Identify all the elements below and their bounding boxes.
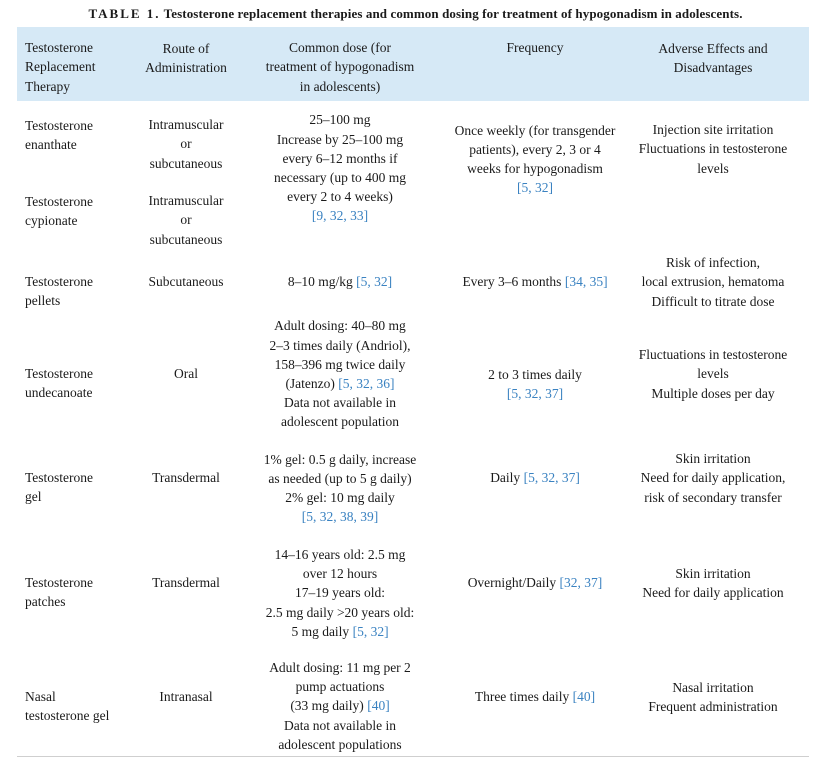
cell-adverse-shared	[615, 120, 811, 178]
cell-route	[131, 272, 241, 291]
text-segment: [	[517, 180, 522, 196]
text-segment: [	[572, 689, 578, 705]
header-dose	[245, 38, 435, 96]
header-dose-line: in adolescents)	[299, 78, 381, 94]
header-adverse-line: Adverse Effects and	[658, 40, 768, 56]
text-segment: 25–100 mg	[309, 112, 371, 128]
cell-dose	[245, 272, 435, 291]
reference-link[interactable]: 34	[569, 274, 583, 290]
text-segment: [	[356, 274, 361, 290]
reference-link[interactable]: 5	[342, 376, 350, 391]
cell-therapy	[25, 573, 135, 611]
reference-link[interactable]: 40	[371, 698, 386, 714]
text-segment: (33 mg daily)	[290, 698, 368, 714]
cell-therapy	[25, 192, 135, 230]
cell-adverse-line: local extrusion, hematoma	[641, 274, 785, 290]
reference-link[interactable]: 40	[577, 689, 591, 705]
cell-adverse-line: Risk of infection,	[665, 255, 761, 271]
cell-frequency-line	[437, 468, 633, 487]
cell-therapy-line: Testosterone	[25, 117, 94, 133]
cell-therapy-line: cypionate	[25, 213, 78, 228]
text-segment: Increase by 25–100 mg	[276, 131, 404, 147]
text-segment: patients), every 2, 3 or 4	[469, 141, 601, 157]
text-segment: Daily	[490, 470, 524, 486]
cell-route	[131, 115, 241, 173]
cell-adverse-line: Nasal irritation	[672, 679, 754, 695]
text-segment: ,	[538, 386, 546, 401]
cell-frequency	[437, 573, 633, 592]
text-segment: ]	[575, 470, 580, 486]
text-segment: 5 mg daily	[291, 623, 353, 639]
reference-link[interactable]: 37	[561, 470, 576, 486]
cell-dose-line	[245, 374, 435, 393]
table-bottom-rule	[17, 756, 809, 757]
text-segment: ]	[385, 698, 390, 714]
text-segment: ,	[555, 470, 562, 486]
cell-adverse	[615, 345, 811, 403]
text-segment: every 6–12 months if	[282, 150, 398, 166]
text-segment: ,	[333, 509, 340, 525]
cell-frequency-shared-line	[437, 159, 633, 178]
cell-dose-shared	[245, 110, 435, 225]
cell-dose-line	[245, 658, 435, 677]
cell-frequency	[437, 468, 633, 487]
text-segment: over 12 hours	[302, 566, 378, 582]
cell-adverse	[615, 449, 811, 507]
text-segment: [	[523, 470, 529, 486]
text-segment: ,	[313, 509, 320, 525]
cell-frequency	[437, 272, 633, 291]
reference-link[interactable]: 39	[360, 509, 374, 525]
text-segment: ,	[582, 274, 590, 290]
cell-route-line: Intramuscular	[148, 193, 224, 209]
reference-link[interactable]: 5	[511, 386, 519, 401]
reference-link[interactable]: 35	[589, 274, 604, 290]
text-segment: ,	[349, 376, 357, 391]
reference-link[interactable]: 38	[340, 509, 354, 525]
reference-link[interactable]: 32	[370, 623, 385, 639]
cell-adverse-line: Need for daily application,	[640, 470, 786, 486]
cell-dose-line	[245, 450, 435, 469]
text-segment: [	[564, 274, 570, 290]
cell-dose-shared-line	[245, 168, 435, 187]
cell-adverse-line: Frequent administration	[648, 699, 778, 714]
cell-therapy-line: Testosterone	[25, 574, 94, 590]
text-segment: ,	[577, 575, 585, 591]
text-segment: ,	[367, 274, 375, 290]
text-segment: Adult dosing: 40–80 mg	[274, 318, 406, 334]
text-segment: 1% gel: 0.5 g daily, increase	[263, 451, 417, 467]
header-therapy-line: Testosterone	[25, 40, 94, 56]
cell-therapy-line: testosterone gel	[25, 708, 110, 723]
header-frequency	[437, 38, 633, 57]
cell-dose-line	[245, 677, 435, 696]
text-segment: 17–19 years old:	[295, 585, 385, 601]
cell-adverse-line: Skin irritation	[675, 565, 751, 581]
text-segment: 2–3 times daily (Andriol),	[269, 337, 411, 353]
cell-dose-line	[245, 316, 435, 335]
text-segment: 158–396 mg twice daily	[274, 356, 406, 372]
cell-adverse-line: Multiple doses per day	[651, 385, 775, 401]
cell-dose-line	[245, 735, 435, 754]
text-segment: [	[559, 575, 565, 591]
text-segment: ]	[387, 274, 393, 290]
cell-frequency-line	[437, 365, 633, 384]
table-label: TABLE 1.	[88, 6, 161, 21]
reference-link[interactable]: 5	[528, 470, 535, 486]
reference-link[interactable]: 5	[360, 274, 368, 290]
cell-adverse	[615, 678, 811, 716]
text-segment: Data not available in	[283, 717, 397, 733]
header-frequency-line: Frequency	[506, 40, 564, 56]
text-segment: Three times daily	[474, 689, 573, 705]
cell-dose-line	[245, 583, 435, 602]
text-segment: ]	[558, 386, 564, 401]
text-segment: Once weekly (for transgender	[454, 122, 616, 138]
cell-dose-line	[245, 696, 435, 715]
cell-adverse-line: Need for daily application	[642, 585, 784, 600]
text-segment: ,	[363, 623, 371, 639]
cell-frequency-shared-line	[437, 140, 633, 159]
cell-route	[131, 687, 241, 706]
cell-dose-line	[245, 603, 435, 622]
text-segment: 2 to 3 times daily	[488, 366, 582, 382]
cell-dose	[245, 658, 435, 754]
text-segment: [	[301, 509, 307, 525]
cell-adverse-line: Difficult to titrate dose	[651, 293, 775, 309]
header-therapy-line: Therapy	[25, 78, 70, 94]
cell-adverse-line: levels	[697, 366, 729, 382]
header-route-line: Administration	[145, 60, 227, 75]
header-therapy-line: Replacement	[25, 59, 96, 75]
reference-link[interactable]: 9	[316, 208, 324, 224]
reference-link[interactable]: 36	[376, 376, 391, 391]
cell-dose-line	[245, 716, 435, 735]
cell-route-line: Oral	[174, 366, 198, 382]
cell-therapy	[25, 272, 135, 310]
cell-route	[131, 573, 241, 592]
reference-link[interactable]: 33	[350, 208, 364, 224]
cell-frequency	[437, 365, 633, 403]
reference-link[interactable]: 37	[545, 386, 559, 401]
text-segment: ]	[363, 208, 369, 224]
cell-route	[131, 191, 241, 249]
cell-route-line: Intramuscular	[148, 117, 224, 133]
reference-link[interactable]: 32	[356, 376, 370, 391]
header-adverse	[615, 39, 811, 77]
cell-therapy-line: Nasal	[25, 688, 56, 704]
cell-dose-shared-line	[245, 130, 435, 149]
cell-therapy-line: enanthate	[25, 137, 77, 152]
text-segment: ]	[548, 180, 553, 196]
text-segment: ]	[373, 509, 379, 525]
cell-adverse-shared-line: Fluctuations in testosterone	[638, 141, 788, 157]
cell-route-line: subcutaneous	[149, 155, 223, 171]
cell-frequency-line	[437, 384, 633, 403]
header-therapy	[25, 38, 135, 96]
text-segment: weeks for hypogonadism	[467, 161, 603, 176]
cell-dose-line	[245, 469, 435, 488]
cell-adverse-line: risk of secondary transfer	[644, 489, 782, 505]
cell-route-line: or	[180, 212, 192, 228]
cell-dose-line	[245, 545, 435, 564]
cell-therapy-line: Testosterone	[25, 469, 94, 485]
cell-adverse	[615, 564, 811, 602]
cell-therapy-line: pellets	[25, 293, 61, 308]
cell-therapy-line: undecanoate	[25, 385, 93, 400]
text-segment: ,	[323, 208, 330, 224]
cell-dose-shared-line	[245, 206, 435, 225]
text-segment: Data not available in	[283, 395, 397, 411]
cell-frequency-line	[437, 687, 633, 706]
text-segment: ]	[384, 623, 389, 639]
cell-adverse-shared-line: Injection site irritation	[652, 122, 774, 138]
reference-link[interactable]: 32	[535, 180, 549, 196]
cell-therapy-line: patches	[25, 594, 66, 609]
cell-therapy	[25, 116, 135, 154]
cell-route	[131, 468, 241, 487]
reference-link[interactable]: 32	[319, 509, 334, 525]
text-segment: adolescent populations	[278, 736, 402, 752]
reference-link[interactable]: 5	[521, 180, 529, 196]
text-segment: as needed (up to 5 g daily)	[268, 470, 412, 486]
cell-therapy-line: gel	[25, 489, 42, 504]
text-segment: [	[311, 208, 317, 224]
reference-link[interactable]: 5	[306, 509, 313, 525]
cell-frequency-line	[437, 272, 633, 291]
text-segment: every 2 to 4 weeks)	[287, 189, 393, 205]
text-segment: pump actuations	[295, 679, 385, 695]
cell-therapy-line: Testosterone	[25, 273, 94, 289]
cell-dose-line	[245, 488, 435, 507]
cell-dose-line	[245, 355, 435, 374]
cell-therapy	[25, 364, 135, 402]
text-segment: Overnight/Daily	[467, 575, 560, 591]
reference-link[interactable]: 32	[329, 208, 344, 224]
text-segment: ,	[353, 509, 361, 525]
cell-dose	[245, 450, 435, 527]
text-segment: ]	[390, 376, 395, 391]
text-segment: ]	[597, 575, 603, 591]
cell-route	[131, 364, 241, 383]
cell-dose-line	[245, 336, 435, 355]
header-dose-line: treatment of hypogonadism	[265, 59, 415, 75]
text-segment: Adult dosing: 11 mg per 2	[269, 660, 411, 675]
cell-therapy-line: Testosterone	[25, 365, 94, 381]
cell-frequency	[437, 687, 633, 706]
text-segment: (Jatenzo)	[285, 376, 339, 391]
reference-link[interactable]: 32	[541, 470, 556, 486]
text-segment: ,	[528, 180, 535, 196]
cell-adverse-shared-line: levels	[697, 160, 729, 176]
cell-adverse-line: Skin irritation	[675, 451, 751, 467]
reference-link[interactable]: 32	[374, 274, 388, 290]
cell-adverse-line: Fluctuations in testosterone	[638, 347, 788, 363]
text-segment: ]	[603, 274, 608, 290]
text-segment: ]	[590, 689, 596, 705]
cell-therapy	[25, 468, 135, 506]
text-segment: 8–10 mg/kg	[287, 274, 357, 290]
text-segment: [	[338, 376, 343, 391]
cell-route-line: Transdermal	[152, 575, 220, 591]
reference-link[interactable]: 32	[564, 575, 578, 591]
text-segment: 2% gel: 10 mg daily	[285, 490, 395, 505]
text-segment: [	[506, 386, 512, 401]
cell-dose-line	[245, 272, 435, 291]
cell-therapy-line: Testosterone	[25, 193, 94, 209]
cell-frequency-shared	[437, 121, 633, 198]
header-route-line: Route of	[162, 40, 210, 56]
text-segment: 2.5 mg daily >20 years old:	[265, 604, 415, 620]
text-segment: Every 3–6 months	[462, 274, 565, 290]
cell-dose-shared-line	[245, 187, 435, 206]
cell-route-line: Transdermal	[152, 470, 220, 486]
cell-route-line: or	[180, 136, 192, 152]
cell-route-line: Intranasal	[159, 689, 213, 705]
cell-frequency-shared-line	[437, 178, 633, 197]
cell-route-line: Subcutaneous	[148, 274, 224, 290]
header-adverse-line: Disadvantages	[673, 60, 753, 75]
cell-frequency-shared-line	[437, 121, 633, 140]
reference-link[interactable]: 5	[357, 623, 364, 639]
cell-dose	[245, 545, 435, 641]
text-segment: ,	[343, 208, 351, 224]
text-segment: [	[367, 698, 372, 714]
text-segment: necessary (up to 400 mg	[274, 170, 406, 185]
cell-adverse	[615, 253, 811, 311]
cell-frequency-line	[437, 573, 633, 592]
text-segment: ,	[534, 470, 542, 486]
cell-dose-line	[245, 507, 435, 526]
cell-dose-line	[245, 622, 435, 641]
cell-therapy	[25, 687, 135, 725]
reference-link[interactable]: 37	[584, 575, 598, 591]
text-segment: adolescent population	[280, 414, 400, 430]
cell-dose-shared-line	[245, 110, 435, 129]
table-caption	[18, 6, 813, 22]
text-segment: 14–16 years old: 2.5 mg	[274, 547, 406, 562]
cell-dose-shared-line	[245, 149, 435, 168]
text-segment: [	[352, 623, 358, 639]
cell-dose	[245, 316, 435, 431]
cell-route-line: subcutaneous	[149, 231, 223, 247]
cell-dose-line	[245, 564, 435, 583]
text-segment: ,	[518, 386, 525, 401]
cell-dose-line	[245, 412, 435, 431]
reference-link[interactable]: 32	[524, 386, 539, 401]
text-segment: ,	[369, 376, 377, 391]
table-title: Testosterone replacement therapies and common dosing for treatment of hypogonadism in adolescents.	[160, 6, 743, 21]
header-dose-line: Common dose (for	[289, 40, 391, 56]
cell-dose-line	[245, 393, 435, 412]
header-route	[131, 39, 241, 77]
